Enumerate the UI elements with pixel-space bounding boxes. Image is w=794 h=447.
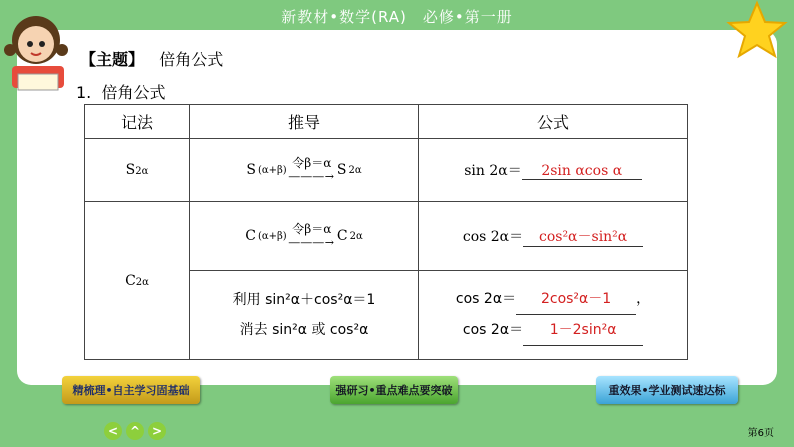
header-formula: 公式	[419, 105, 688, 139]
answer-sin2a: 2sin αcos α	[522, 163, 642, 180]
girl-reading-icon	[4, 6, 74, 98]
prev-page-button[interactable]: <	[104, 422, 122, 440]
home-up-button[interactable]: ^	[126, 422, 144, 440]
formula-cos2a: cos 2α＝ cos²α－sin²α	[419, 202, 688, 271]
section-heading	[76, 80, 165, 103]
answer-cos2a-2: 1－2sin²α	[523, 315, 643, 346]
notation-s2a: S2α	[85, 139, 190, 202]
formula-table	[84, 104, 688, 360]
notation-c2a: C2α	[85, 202, 190, 360]
formula-cos2a-variants: cos 2α＝ 2cos²α－1 ， cos 2α＝ 1－2sin²α	[419, 271, 688, 360]
header-derivation: 推导	[190, 105, 419, 139]
topic-label: 主题】	[96, 50, 145, 69]
section-title: 倍角公式	[101, 83, 166, 102]
derivation-s: S (α+β) 令β＝α ―――→ S 2α	[190, 139, 419, 202]
header-title: 新教材•数学(RA) 必修•第一册	[281, 8, 513, 26]
page-number: 第6页	[747, 428, 774, 439]
star-icon	[726, 0, 788, 62]
assessment-button[interactable]: 重效果•学业测试速达标	[596, 376, 738, 404]
header-notation: 记法	[85, 105, 190, 139]
arrow-label: 令β＝α ―――→	[288, 156, 335, 183]
topic-text: 倍角公式	[159, 50, 224, 69]
derivation-c: C (α+β) 令β＝α ―――→ C 2α	[190, 202, 419, 271]
derivation-identity: 利用 sin²α＋cos²α＝1 消去 sin²α 或 cos²α	[190, 271, 419, 360]
answer-cos2a-1: 2cos²α－1	[516, 284, 636, 315]
arrow-label: 令β＝α ―――→	[288, 222, 335, 249]
formula-sin2a: sin 2α＝ 2sin αcos α	[419, 139, 688, 202]
topic-heading	[80, 47, 223, 70]
key-points-button[interactable]: 强研习•重点难点要突破	[330, 376, 458, 404]
answer-cos2a: cos²α－sin²α	[523, 226, 643, 247]
self-study-button[interactable]: 精梳理•自主学习固基础	[62, 376, 200, 404]
section-number: 1.	[76, 83, 92, 102]
topic-bracket: 【	[80, 50, 97, 69]
next-page-button[interactable]: >	[148, 422, 166, 440]
